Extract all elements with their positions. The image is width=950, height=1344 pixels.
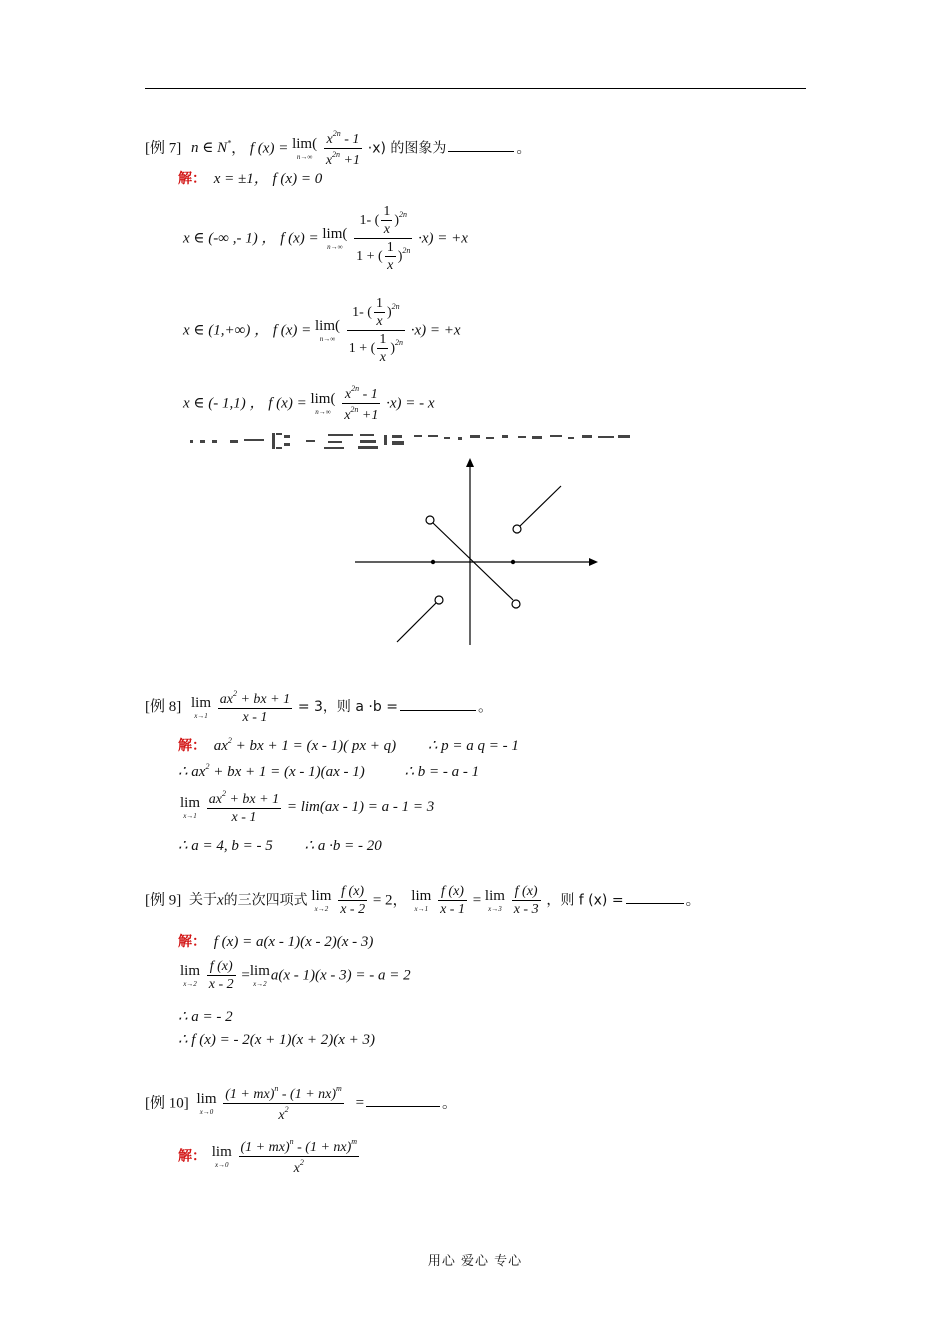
example-7-case3: x ∈ (- 1,1) ， f (x) = lim( n→∞ $\frac{x^{2n} - 1}{x^{2n} +1}$ ·x) = - x <box>183 384 435 423</box>
example-7-question: [例 7] n ∈ N*， f (x) = lim( n→∞ $\frac{x^{2n} - 1}{x^{2n} +1}$ ·x) 的图象为 。 <box>145 129 532 168</box>
segment-lower-left <box>397 603 436 642</box>
example-8-solution-line2: ∴ $ax^2$ + bx + 1 = (x - 1)(ax - 1) ∴ b = - a - 1 <box>178 762 480 780</box>
example-8-solution-line4: ∴ a = 4, b = - 5 ∴ a ·b = - 20 <box>178 838 382 854</box>
limit-operator: lim( n→∞ <box>292 136 318 161</box>
open-point-lower-left <box>435 596 443 604</box>
example-7-case1: x ∈ (-∞ ,- 1) ， f (x) = lim( n→∞ 1- ( $\frac{1}{x}$ )$^{2n}$ 1 + ( $\frac{1}{x}$ )$^{2n}$ ·x) = +x <box>183 204 468 273</box>
example-8-solution-line1: 解： $ax^2$ + bx + 1 = (x - 1)( px + q) ∴ p = a q = - 1 <box>178 736 519 754</box>
example-7-solution-line1: 解： x = ±1， f (x) = 0 <box>178 171 323 187</box>
y-axis-arrow <box>466 458 474 467</box>
example-9-solution-line1: 解： f (x) = a(x - 1)(x - 2)(x - 3) <box>178 934 374 950</box>
example-7-case2: x ∈ (1,+∞) ， f (x) = lim( n→∞ 1- ( $\frac{1}{x}$ )$^{2n}$ 1 + ( $\frac{1}{x}$ )$^{2n}$ ·x) = +x <box>183 296 461 365</box>
solid-point-left <box>431 560 435 564</box>
fraction: $\frac{x^{2n} - 1}{x^{2n} +1}$ <box>325 129 360 168</box>
example-8-solution-line3: lim x→1 $\frac{ax^2 + bx + 1}{x - 1}$ = lim(ax - 1) = a - 1 = 3 <box>180 789 435 825</box>
example-10-question: [例 10] lim x→0 $\frac{(1 + mx)^n - (1 + nx)^m}{x^2}$ = 。 <box>145 1084 458 1123</box>
example-9-solution-line2: lim x→2 $\frac{f (x)}{x - 2}$ =lim x→2 a(x - 1)(x - 3) = - a = 2 <box>180 959 411 992</box>
example-9-solution-line4: ∴ f (x) = - 2(x + 1)(x + 2)(x + 3) <box>178 1032 376 1048</box>
example-9-question: [例 9] 关于x的三次四项式 lim x→2 $\frac{f (x)}{x - 2}$ = 2， lim x→1 $\frac{f (x)}{x - 1}$ = lim x→3 $\frac{f (x)}{x - 3}$ ，则 f (x) = 。 <box>145 884 701 917</box>
example-8-question: [例 8] lim x→1 $\frac{ax^2 + bx + 1}{x - 1}$ = 3，则 a ·b = 。 <box>145 689 493 725</box>
open-point-upper-left <box>426 516 434 524</box>
function-graph <box>340 455 605 655</box>
header-rule <box>145 88 806 89</box>
answer-blank <box>448 151 514 152</box>
open-point-upper-right <box>513 525 521 533</box>
segment-upper-right <box>520 486 561 526</box>
illegible-scan-line <box>188 429 638 451</box>
x-axis-arrow <box>589 558 598 566</box>
solid-point-right <box>511 560 515 564</box>
answer-blank <box>400 710 476 711</box>
answer-blank <box>626 903 684 904</box>
open-point-lower-right <box>512 600 520 608</box>
page-footer: 用心 爱心 专心 <box>427 1254 523 1269</box>
example-10-solution: 解： lim x→0 $\frac{(1 + mx)^n - (1 + nx)^m}{x^2}$ <box>178 1137 358 1176</box>
answer-blank <box>366 1106 440 1107</box>
example-9-solution-line3: ∴ a = - 2 <box>178 1009 233 1025</box>
